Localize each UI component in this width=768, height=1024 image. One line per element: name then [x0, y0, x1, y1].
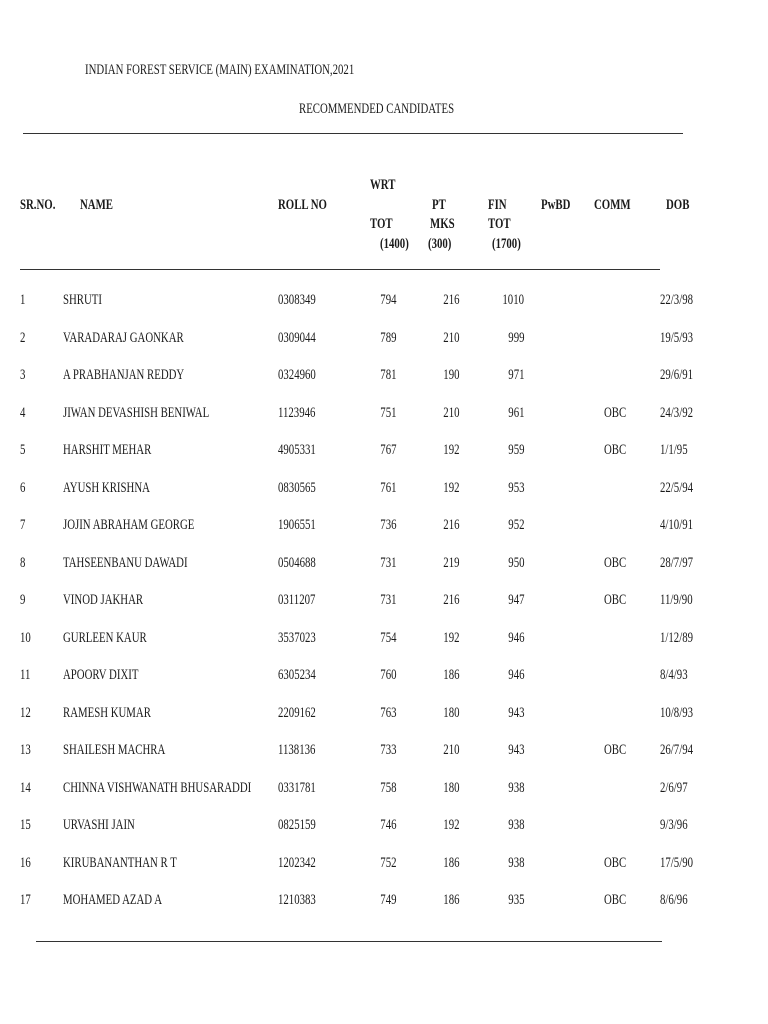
cell-dob: 1/12/89: [660, 630, 694, 646]
cell-pt-marks: 192: [442, 630, 459, 646]
cell-pt-marks: 186: [442, 892, 459, 908]
cell-name: SHAILESH MACHRA: [63, 742, 166, 758]
header-comm: COMM: [594, 197, 631, 213]
cell-pt-marks: 186: [442, 855, 459, 871]
cell-final-total: 946: [507, 667, 524, 683]
cell-roll-no: 1210383: [278, 892, 316, 908]
cell-sr-no: 12: [20, 705, 31, 721]
cell-roll-no: 2209162: [278, 705, 316, 721]
cell-wrt-total: 789: [379, 330, 396, 346]
cell-final-total: 950: [507, 555, 524, 571]
cell-pt-marks: 216: [442, 517, 459, 533]
cell-dob: 2/6/97: [660, 780, 688, 796]
header-wrt: WRT: [370, 177, 396, 193]
header-dob: DOB: [666, 197, 690, 213]
cell-dob: 4/10/91: [660, 517, 694, 533]
cell-name: MOHAMED AZAD A: [63, 892, 163, 908]
cell-pt-marks: 210: [442, 405, 459, 421]
cell-final-total: 971: [507, 367, 524, 383]
cell-wrt-total: 731: [379, 592, 396, 608]
cell-roll-no: 0504688: [278, 555, 316, 571]
cell-wrt-total: 758: [379, 780, 396, 796]
cell-wrt-total: 733: [379, 742, 396, 758]
cell-community: OBC: [604, 555, 627, 571]
cell-name: RAMESH KUMAR: [63, 705, 151, 721]
cell-community: OBC: [604, 742, 627, 758]
cell-sr-no: 6: [20, 480, 26, 496]
cell-pt-marks: 186: [442, 667, 459, 683]
bottom-divider: [36, 941, 662, 942]
cell-wrt-total: 760: [379, 667, 396, 683]
cell-pt-marks: 210: [442, 742, 459, 758]
cell-final-total: 953: [507, 480, 524, 496]
cell-sr-no: 9: [20, 592, 26, 608]
cell-sr-no: 10: [20, 630, 31, 646]
cell-roll-no: 0308349: [278, 292, 316, 308]
cell-dob: 1/1/95: [660, 442, 688, 458]
cell-sr-no: 4: [20, 405, 26, 421]
cell-final-total: 943: [507, 742, 524, 758]
cell-final-total: 999: [507, 330, 524, 346]
header-pt-max: (300): [428, 236, 452, 252]
cell-final-total: 961: [507, 405, 524, 421]
header-pwbd: PwBD: [541, 197, 571, 213]
cell-final-total: 935: [507, 892, 524, 908]
cell-wrt-total: 763: [379, 705, 396, 721]
cell-dob: 17/5/90: [660, 855, 694, 871]
cell-roll-no: 3537023: [278, 630, 316, 646]
cell-wrt-total: 754: [379, 630, 396, 646]
cell-wrt-total: 751: [379, 405, 396, 421]
header-pt: PT: [432, 197, 446, 213]
cell-wrt-total: 731: [379, 555, 396, 571]
cell-pt-marks: 192: [442, 817, 459, 833]
cell-name: SHRUTI: [63, 292, 103, 308]
cell-pt-marks: 216: [442, 292, 459, 308]
cell-sr-no: 2: [20, 330, 26, 346]
cell-name: CHINNA VISHWANATH BHUSARADDI: [63, 780, 252, 796]
cell-pt-marks: 210: [442, 330, 459, 346]
cell-final-total: 938: [507, 855, 524, 871]
cell-dob: 9/3/96: [660, 817, 688, 833]
cell-roll-no: 4905331: [278, 442, 316, 458]
cell-pt-marks: 192: [442, 442, 459, 458]
cell-wrt-total: 794: [379, 292, 396, 308]
cell-roll-no: 1138136: [278, 742, 316, 758]
cell-dob: 10/8/93: [660, 705, 694, 721]
cell-final-total: 947: [507, 592, 524, 608]
cell-sr-no: 16: [20, 855, 31, 871]
cell-dob: 24/3/92: [660, 405, 694, 421]
header-fin: FIN: [488, 197, 507, 213]
cell-sr-no: 14: [20, 780, 31, 796]
cell-final-total: 943: [507, 705, 524, 721]
cell-dob: 22/5/94: [660, 480, 694, 496]
cell-sr-no: 13: [20, 742, 31, 758]
cell-roll-no: 1906551: [278, 517, 316, 533]
cell-sr-no: 15: [20, 817, 31, 833]
cell-name: VARADARAJ GAONKAR: [63, 330, 184, 346]
cell-name: APOORV DIXIT: [63, 667, 139, 683]
cell-wrt-total: 746: [379, 817, 396, 833]
cell-community: OBC: [604, 892, 627, 908]
cell-name: VINOD JAKHAR: [63, 592, 144, 608]
cell-final-total: 952: [507, 517, 524, 533]
document-subtitle: RECOMMENDED CANDIDATES: [299, 101, 455, 117]
cell-name: TAHSEENBANU DAWADI: [63, 555, 188, 571]
cell-wrt-total: 781: [379, 367, 396, 383]
cell-name: JOJIN ABRAHAM GEORGE: [63, 517, 195, 533]
cell-name: URVASHI JAIN: [63, 817, 135, 833]
cell-final-total: 938: [507, 780, 524, 796]
cell-name: JIWAN DEVASHISH BENIWAL: [63, 405, 210, 421]
cell-roll-no: 0311207: [278, 592, 316, 608]
document-title: INDIAN FOREST SERVICE (MAIN) EXAMINATION,2021: [85, 62, 355, 78]
cell-final-total: 959: [507, 442, 524, 458]
header-name: NAME: [80, 197, 113, 213]
cell-dob: 29/6/91: [660, 367, 694, 383]
cell-roll-no: 6305234: [278, 667, 316, 683]
cell-wrt-total: 752: [379, 855, 396, 871]
cell-final-total: 1010: [502, 292, 524, 308]
cell-roll-no: 0830565: [278, 480, 316, 496]
cell-dob: 11/9/90: [660, 592, 693, 608]
cell-name: AYUSH KRISHNA: [63, 480, 150, 496]
cell-name: HARSHIT MEHAR: [63, 442, 152, 458]
cell-sr-no: 7: [20, 517, 26, 533]
cell-roll-no: 1123946: [278, 405, 316, 421]
cell-wrt-total: 749: [379, 892, 396, 908]
cell-dob: 19/5/93: [660, 330, 694, 346]
cell-roll-no: 0309044: [278, 330, 316, 346]
cell-roll-no: 0331781: [278, 780, 316, 796]
cell-pt-marks: 190: [442, 367, 459, 383]
cell-sr-no: 1: [20, 292, 26, 308]
header-pt-mks: MKS: [430, 216, 455, 232]
cell-sr-no: 11: [20, 667, 31, 683]
cell-dob: 26/7/94: [660, 742, 694, 758]
header-wrt-tot: TOT: [370, 216, 393, 232]
header-divider: [20, 269, 660, 270]
cell-community: OBC: [604, 855, 627, 871]
cell-roll-no: 0324960: [278, 367, 316, 383]
cell-community: OBC: [604, 442, 627, 458]
cell-community: OBC: [604, 405, 627, 421]
cell-pt-marks: 219: [442, 555, 459, 571]
cell-pt-marks: 180: [442, 780, 459, 796]
cell-sr-no: 17: [20, 892, 31, 908]
cell-roll-no: 0825159: [278, 817, 316, 833]
header-wrt-max: (1400): [380, 236, 409, 252]
cell-name: KIRUBANANTHAN R T: [63, 855, 177, 871]
cell-wrt-total: 736: [379, 517, 396, 533]
header-fin-max: (1700): [492, 236, 521, 252]
cell-name: A PRABHANJAN REDDY: [63, 367, 185, 383]
cell-wrt-total: 767: [379, 442, 396, 458]
cell-dob: 22/3/98: [660, 292, 694, 308]
cell-community: OBC: [604, 592, 627, 608]
header-roll-no: ROLL NO: [278, 197, 327, 213]
cell-dob: 8/4/93: [660, 667, 688, 683]
cell-dob: 28/7/97: [660, 555, 694, 571]
header-fin-tot: TOT: [488, 216, 511, 232]
cell-pt-marks: 216: [442, 592, 459, 608]
cell-final-total: 938: [507, 817, 524, 833]
cell-dob: 8/6/96: [660, 892, 688, 908]
header-sr-no: SR.NO.: [20, 197, 56, 213]
top-divider: [23, 133, 683, 134]
cell-pt-marks: 192: [442, 480, 459, 496]
cell-sr-no: 8: [20, 555, 26, 571]
cell-sr-no: 5: [20, 442, 26, 458]
cell-final-total: 946: [507, 630, 524, 646]
cell-sr-no: 3: [20, 367, 26, 383]
cell-wrt-total: 761: [379, 480, 396, 496]
cell-name: GURLEEN KAUR: [63, 630, 147, 646]
cell-roll-no: 1202342: [278, 855, 316, 871]
cell-pt-marks: 180: [442, 705, 459, 721]
